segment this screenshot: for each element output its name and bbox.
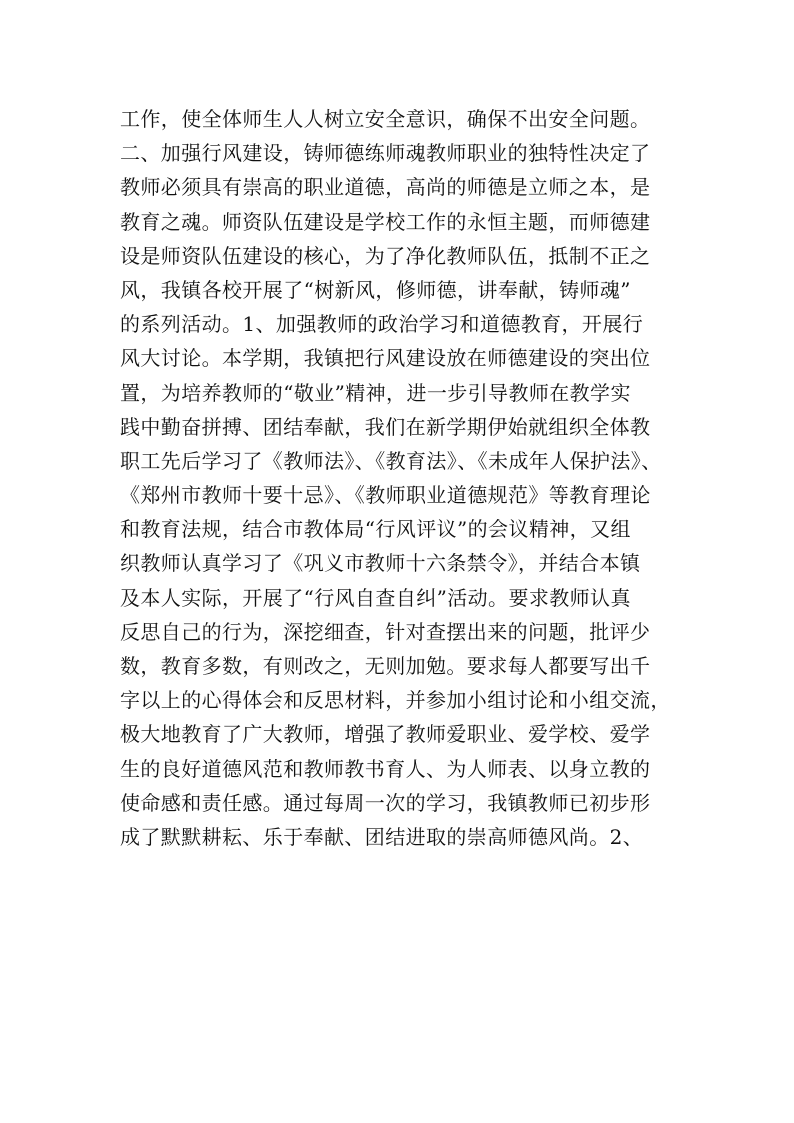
text-line: 教育之魂。师资队伍建设是学校工作的永恒主题，而师德建 [120,209,651,234]
text-line: 极大地教育了广大教师，增强了教师爱职业、爱学校、爱学 [120,722,651,747]
text-line: 和教育法规，结合市教体局“行风评议”的会议精神，又组 [120,517,631,542]
text-line: 使命感和责任感。通过每周一次的学习，我镇教师已初步形 [120,790,651,815]
text-line: 字以上的心得体会和反思材料，并参加小组讨论和小组交流， [120,688,671,713]
text-line: 反思自己的行为，深挖细查，针对查摆出来的问题，批评少 [120,619,651,644]
text-line: 风大讨论。本学期，我镇把行风建设放在师德建设的突出位 [120,346,651,371]
text-line: 风，我镇各校开展了“树新风，修师德，讲奉献，铸师魂” [120,277,631,302]
text-line: 设是师资队伍建设的核心，为了净化教师队伍，抵制不正之 [120,243,651,268]
text-line: 职工先后学习了《教师法》、《教育法》、《未成年人保护法》、 [120,448,662,473]
text-line: 《郑州市教师十要十忌》、《教师职业道德规范》等教育理论 [120,483,651,508]
text-line: 成了默默耕耘、乐于奉献、团结进取的崇高师德风尚。2、 [120,824,644,849]
text-line: 置，为培养教师的“敬业”精神，进一步引导教师在教学实 [120,380,631,405]
text-line: 工作，使全体师生人人树立安全意识，确保不出安全问题。 [120,107,651,131]
text-line: 数，教育多数，有则改之，无则加勉。要求每人都要写出千 [120,654,651,678]
text-line: 的系列活动。1、加强教师的政治学习和道德教育，开展行 [120,312,644,337]
text-line: 及本人实际，开展了“行风自查自纠”活动。要求教师认真 [120,585,631,610]
text-line: 二、加强行风建设，铸师德练师魂教师职业的独特性决定了 [120,141,651,166]
text-line: 织教师认真学习了《巩义市教师十六条禁令》，并结合本镇 [120,551,641,576]
text-line: 生的良好道德风范和教师教书育人、为人师表、以身立教的 [120,756,651,781]
text-line: 教师必须具有崇高的职业道德，高尚的师德是立师之本，是 [120,175,651,200]
text-line: 践中勤奋拼搏、团结奉献，我们在新学期伊始就组织全体教 [120,414,651,439]
body-text [120,102,700,854]
